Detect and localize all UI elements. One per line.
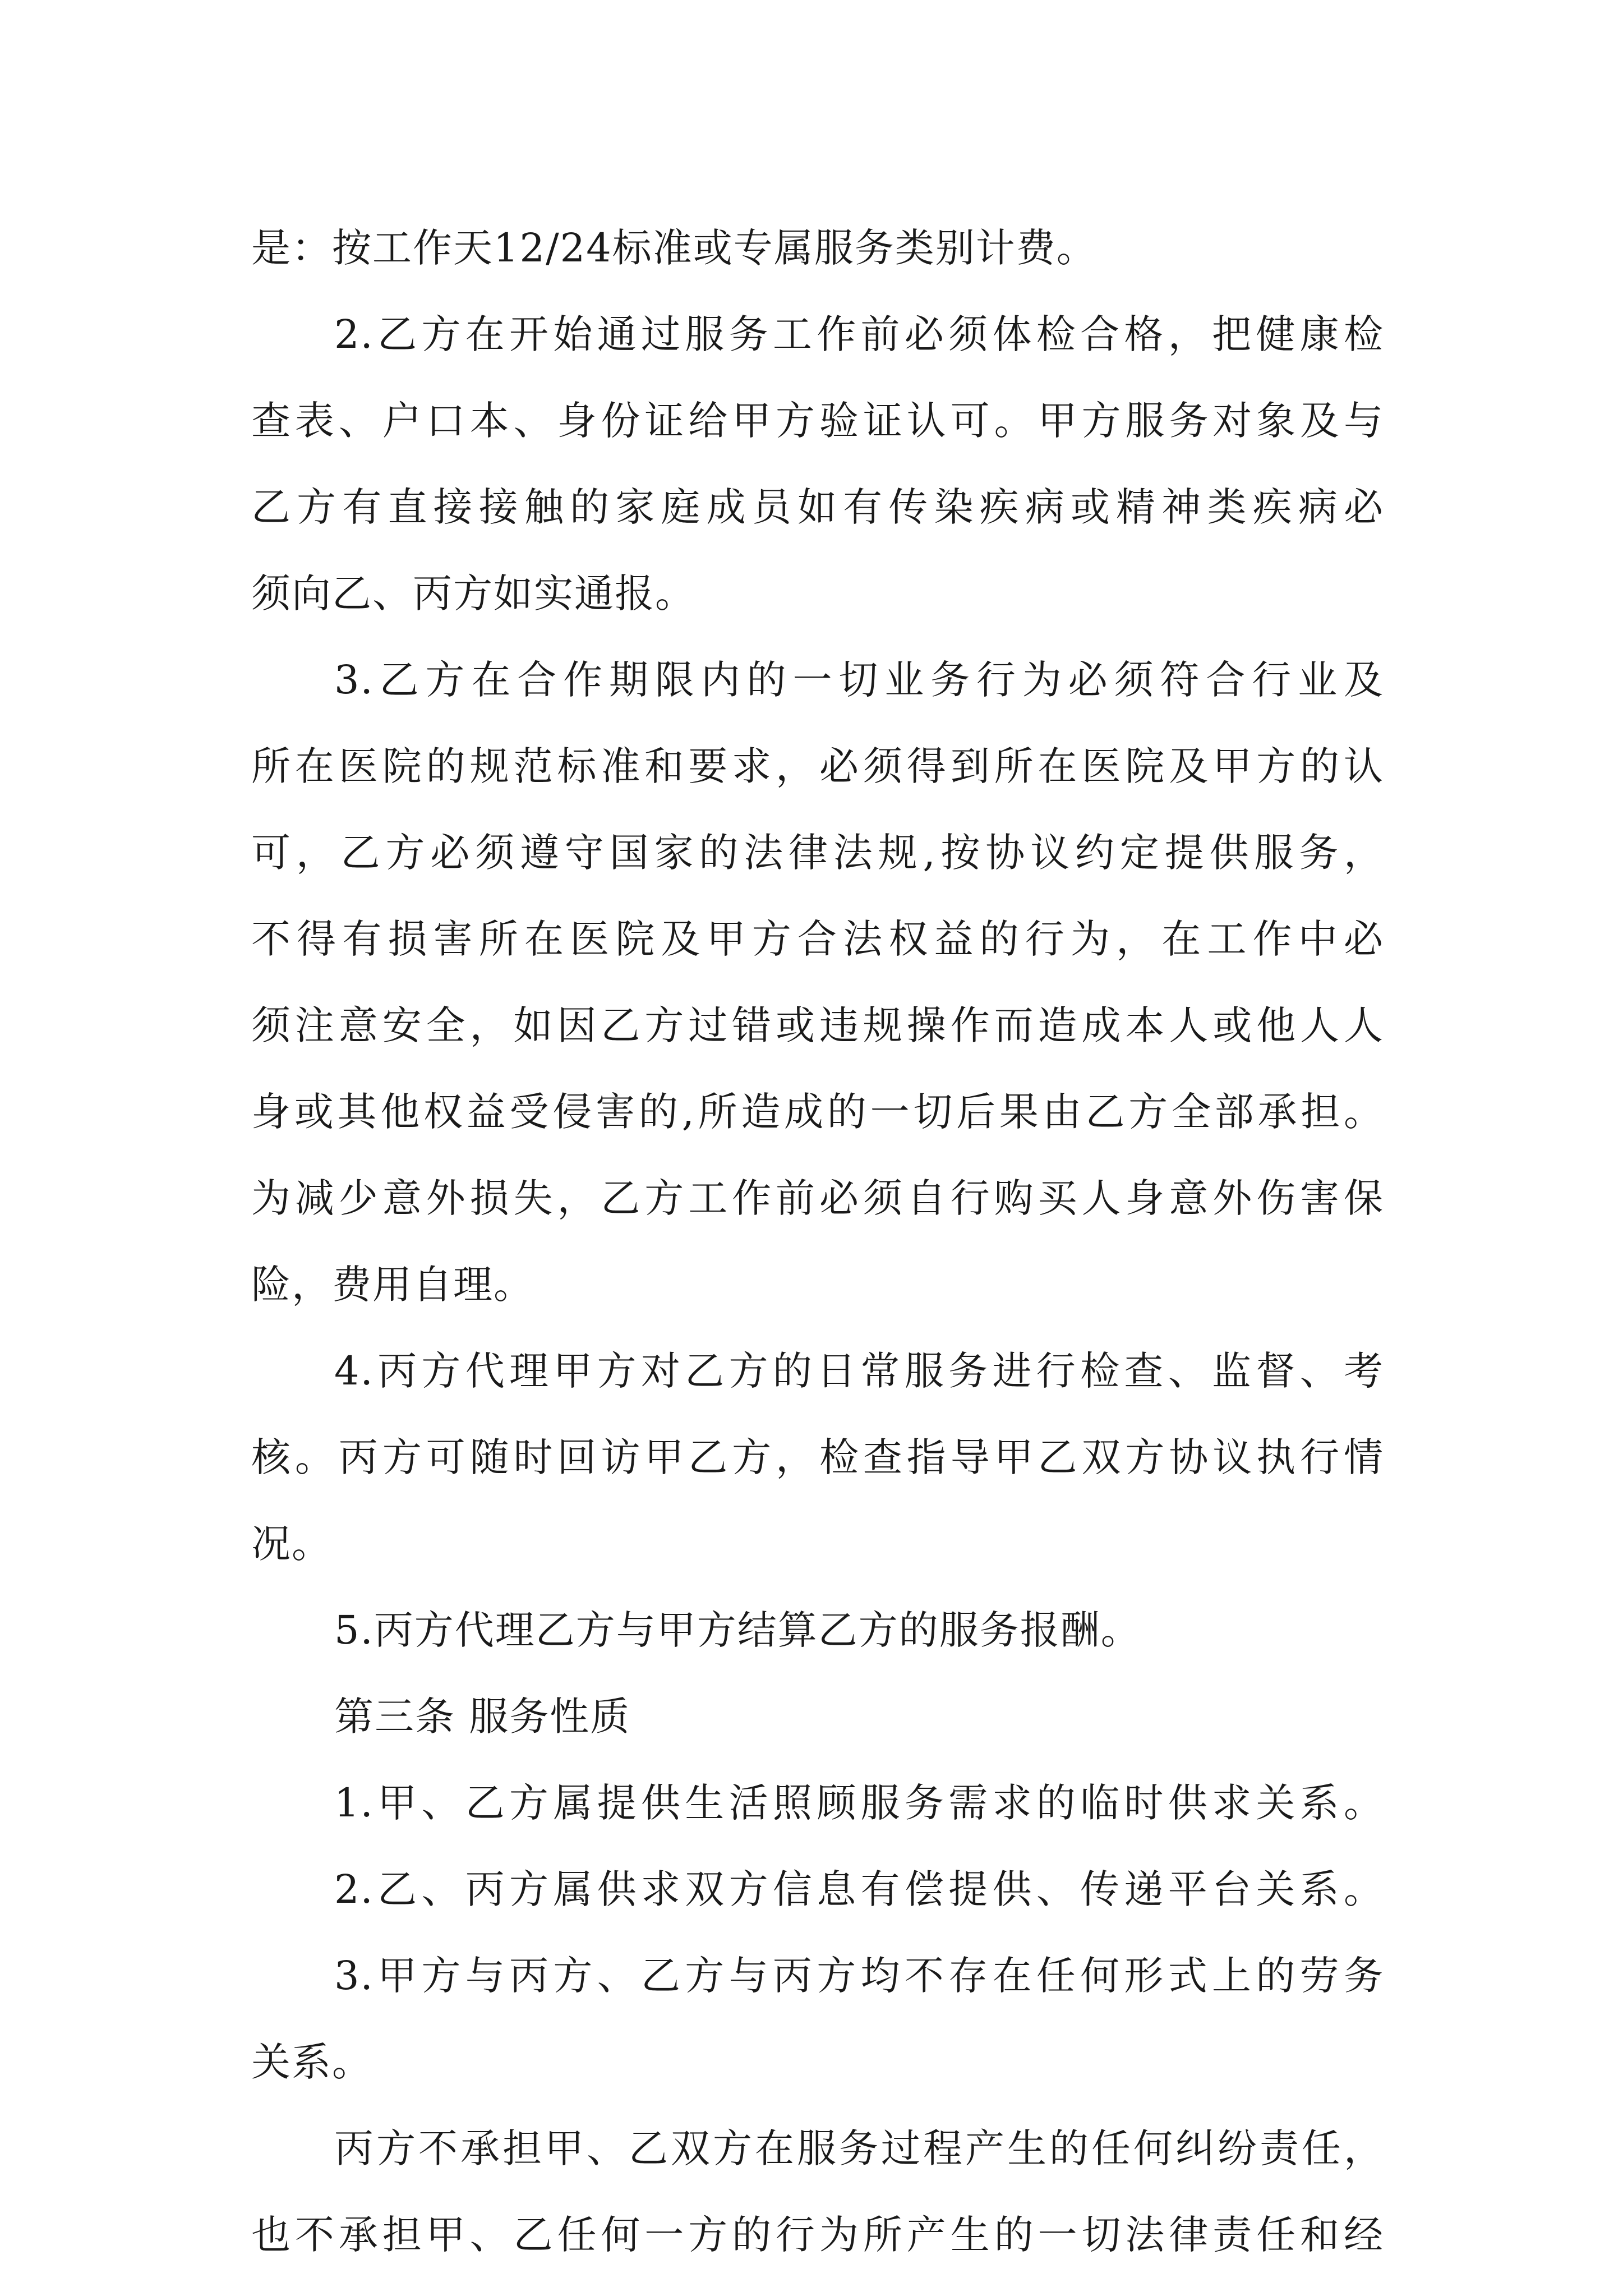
text-line: 不得有损害所在医院及甲方合法权益的行为，在工作中必: [251, 916, 1384, 962]
text-line: 3.乙方在合作期限内的一切业务行为必须符合行业及: [334, 657, 1384, 703]
section-heading: 第三条 服务性质: [334, 1694, 631, 1740]
text-line: 4.丙方代理甲方对乙方的日常服务进行检查、监督、考: [334, 1348, 1384, 1394]
text-line: 可，乙方必须遵守国家的法律法规,按协议约定提供服务，: [251, 830, 1384, 876]
text-line: 须向乙、丙方如实通报。: [251, 570, 695, 616]
text-line: 2.乙方在开始通过服务工作前必须体检合格，把健康检: [334, 311, 1384, 357]
text-line: 5.丙方代理乙方与甲方结算乙方的服务报酬。: [334, 1607, 1141, 1653]
text-line: 3.甲方与丙方、乙方与丙方均不存在任何形式上的劳务: [334, 1953, 1384, 1999]
text-line: 2.乙、丙方属供求双方信息有偿提供、传递平台关系。: [334, 1866, 1384, 1912]
text-line: 丙方不承担甲、乙双方在服务过程产生的任何纠纷责任，: [334, 2125, 1384, 2171]
text-line: 须注意安全，如因乙方过错或违规操作而造成本人或他人人: [251, 1002, 1384, 1048]
text-line: 查表、户口本、身份证给甲方验证认可。甲方服务对象及与: [251, 398, 1384, 444]
text-line: 关系。: [251, 2039, 372, 2085]
text-line: 身或其他权益受侵害的,所造成的一切后果由乙方全部承担。: [251, 1089, 1384, 1135]
text-line: 核。丙方可随时回访甲乙方，检查指导甲乙双方协议执行情: [251, 1434, 1384, 1480]
text-line: 是：按工作天12/24标准或专属服务类别计费。: [251, 225, 1097, 271]
text-line: 为减少意外损失，乙方工作前必须自行购买人身意外伤害保: [251, 1175, 1384, 1221]
text-line: 1.甲、乙方属提供生活照顾服务需求的临时供求关系。: [334, 1780, 1384, 1826]
text-line: 险，费用自理。: [251, 1262, 534, 1308]
text-line: 乙方有直接接触的家庭成员如有传染疾病或精神类疾病必: [251, 484, 1384, 530]
text-line: 况。: [251, 1521, 332, 1567]
text-line: 所在医院的规范标准和要求，必须得到所在医院及甲方的认: [251, 743, 1384, 789]
text-line: 也不承担甲、乙任何一方的行为所产生的一切法律责任和经: [251, 2212, 1384, 2258]
document-body: [251, 205, 1384, 2278]
